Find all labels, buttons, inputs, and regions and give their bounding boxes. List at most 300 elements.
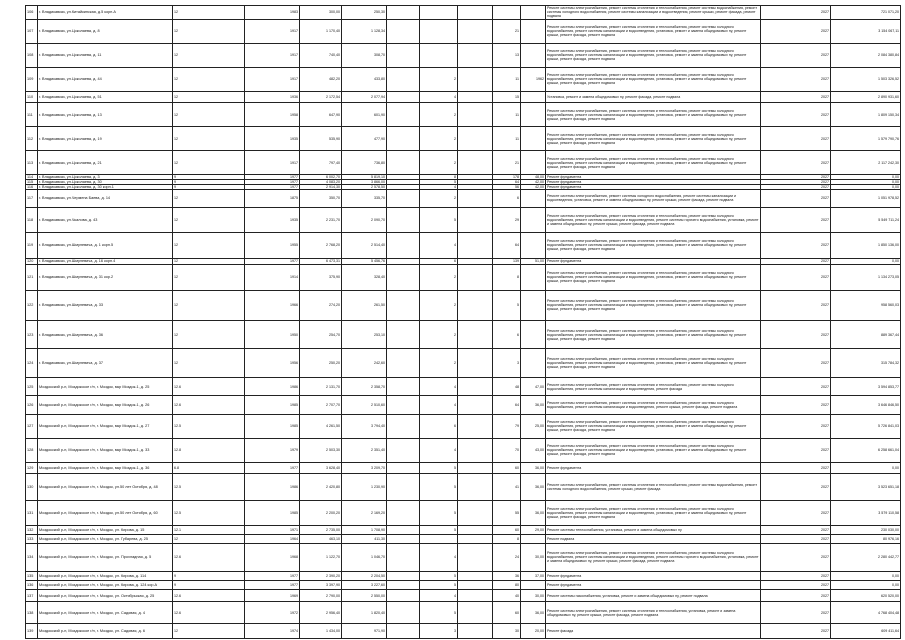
- cell-work-types: Ремонт фундамента: [546, 175, 761, 180]
- cell-work-types: Ремонт системы электроснабжения, ремонт системы отопления и теплоснабжения, ремонт системы холодного водоснабжения, ремонт системы канализации и водоотведения, установка, ремонт и замена общедомовых пу, ремонт крыши, ремонт фасада, ремонт подвала: [546, 103, 761, 127]
- cell-col-9: [458, 127, 493, 151]
- cell-col-9: [458, 462, 493, 473]
- cell-cost: 0,00: [831, 462, 901, 473]
- cell-residents: 60: [493, 525, 521, 534]
- cell-year: 1936: [245, 91, 300, 102]
- cell-cost: 1 134 273,05: [831, 264, 901, 290]
- cell-wear: 43,00: [521, 438, 546, 462]
- cell-area-total: 375,90: [300, 264, 342, 290]
- cell-entrances: 4: [420, 232, 458, 258]
- cell-col-9: [458, 320, 493, 349]
- cell-col-7: [387, 43, 420, 67]
- cell-plan-year: 2027: [761, 589, 831, 602]
- cell-year: 1958: [245, 103, 300, 127]
- cell-material: 9: [173, 571, 245, 580]
- cell-wear: 30,00: [521, 544, 546, 571]
- cell-plan-year: 2027: [761, 525, 831, 534]
- cell-area-total: 6 473,31: [300, 259, 342, 265]
- table-row: [26, 544, 901, 571]
- cell-year: 1983: [245, 6, 300, 20]
- cell-work-types: Ремонт системы электроснабжения, ремонт системы отопления и теплоснабжения, ремонт системы водоснабжения, ремонт системы холодного водоснабжения, ремонт системы канализации и водоотведения, ремонт крыши, ремонт фасада, ремонт подвала: [546, 6, 761, 20]
- cell-work-types: Ремонт системы электроснабжения, ремонт системы отопления и теплоснабжения, ремонт системы холодного водоснабжения, ремонт системы канализации и водоотведения, установка, ремонт и замена общедомовых пу, ремонт крыши, ремонт фасада, ремонт подвала: [546, 291, 761, 321]
- cell-col-9: [458, 474, 493, 500]
- cell-address: г. Владикавказ, ул.Чкалова, д. 43: [38, 207, 173, 232]
- cell-material: 12.6: [173, 589, 245, 602]
- cell-year: 1966: [245, 291, 300, 321]
- cell-area-total: 2 200,20: [300, 500, 342, 525]
- cell-residents: 36: [493, 571, 521, 580]
- cell-col-7: [387, 544, 420, 571]
- cell-cost: 2 084 380,84: [831, 43, 901, 67]
- cell-area-total: 463,10: [300, 534, 342, 543]
- cell-work-types: Ремонт системы электроснабжения, ремонт системы отопления и теплоснабжения, ремонт системы холодного водоснабжения, ремонт системы канализации и водоотведения, установка, ремонт и замена общедомовых пу, ремонт крыши, ремонт фасада, ремонт подвала: [546, 67, 761, 91]
- cell-year: 1917: [245, 43, 300, 67]
- cell-entrances: 5: [420, 500, 458, 525]
- cell-address: г. Владикавказ, ул.Цоколаева, д. 30: [38, 180, 173, 185]
- cell-col-7: [387, 6, 420, 20]
- cell-entrances: 2: [420, 103, 458, 127]
- cell-wear: 36,00: [521, 396, 546, 414]
- cell-year: 1972: [245, 602, 300, 624]
- cell-number: 135: [26, 571, 38, 580]
- table-row: [26, 43, 901, 67]
- cell-plan-year: 2027: [761, 349, 831, 378]
- cell-plan-year: 2027: [761, 580, 831, 589]
- cell-plan-year: 2027: [761, 462, 831, 473]
- cell-col-7: [387, 207, 420, 232]
- cell-address: Моздокский р-н, Моздокское г/п, г. Моздок, ул. Кирова, д. 15: [38, 525, 173, 534]
- cell-material: 12: [173, 320, 245, 349]
- cell-material: 9: [173, 175, 245, 180]
- cell-number: 128: [26, 438, 38, 462]
- cell-work-types: Ремонт фундамента: [546, 462, 761, 473]
- cell-wear: 25,00: [521, 414, 546, 438]
- cell-work-types: Ремонт подвала: [546, 534, 761, 543]
- cell-col-9: [458, 19, 493, 43]
- cell-work-types: Ремонт системы газоснабжения, установка, ремонт и замена общедомовых пу, ремонт подвала: [546, 589, 761, 602]
- cell-cost: 3 523 651,18: [831, 474, 901, 500]
- cell-entrances: 5: [420, 571, 458, 580]
- register-table-page: [25, 5, 900, 639]
- cell-number: 109: [26, 67, 38, 91]
- cell-area-total: 2 956,40: [300, 602, 342, 624]
- cell-plan-year: 2027: [761, 232, 831, 258]
- cell-year: 1955: [245, 232, 300, 258]
- cell-year: 1977: [245, 259, 300, 265]
- cell-wear: 42,00: [521, 185, 546, 190]
- cell-col-9: [458, 414, 493, 438]
- cell-col-9: [458, 43, 493, 67]
- cell-material: 12: [173, 291, 245, 321]
- table-row: [26, 320, 901, 349]
- cell-cost: 3 646 846,50: [831, 396, 901, 414]
- cell-residents: [493, 6, 521, 20]
- cell-address: г. Владикавказ, ул.Китайкинская, д.5 корп.А: [38, 6, 173, 20]
- cell-wear: [521, 91, 546, 102]
- cell-work-types: Ремонт системы электроснабжения, ремонт системы отопления и теплоснабжения, ремонт системы холодного водоснабжения, ремонт системы канализации и водоотведения, установка, ремонт и замена общедомовых пу, ремонт крыши, ремонт фасада, ремонт подвала: [546, 127, 761, 151]
- cell-entrances: [420, 6, 458, 20]
- cell-cost: 3 579 110,58: [831, 500, 901, 525]
- cell-col-7: [387, 571, 420, 580]
- cell-material: 12: [173, 43, 245, 67]
- cell-address: г. Владикавказ, ул.Шмулевича, д. 33: [38, 291, 173, 321]
- cell-number: 117: [26, 190, 38, 207]
- cell-wear: 42,00: [521, 180, 546, 185]
- cell-plan-year: 2027: [761, 207, 831, 232]
- cell-area-living: 328,40: [342, 264, 387, 290]
- cell-plan-year: 2027: [761, 474, 831, 500]
- cell-number: 124: [26, 349, 38, 378]
- cell-area-living: 2 550,00: [342, 589, 387, 602]
- cell-wear: [521, 291, 546, 321]
- cell-number: 120: [26, 259, 38, 265]
- cell-work-types: Ремонт системы теплоснабжения, установка, ремонт и замена общедомовых пу: [546, 525, 761, 534]
- cell-work-types: Ремонт системы электроснабжения, ремонт системы отопления и теплоснабжения, ремонт системы холодного водоснабжения, ремонт системы канализации и водоотведения, установка, ремонт и замена общедомовых пу, ремонт крыши, ремонт фасада, ремонт подвала: [546, 232, 761, 258]
- cell-year: 1977: [245, 571, 300, 580]
- cell-entrances: [420, 19, 458, 43]
- cell-col-9: [458, 602, 493, 624]
- cell-number: 136: [26, 580, 38, 589]
- cell-number: 125: [26, 378, 38, 396]
- cell-col-7: [387, 151, 420, 175]
- cell-number: 112: [26, 127, 38, 151]
- cell-plan-year: 2027: [761, 378, 831, 396]
- capital-repair-register-table: [25, 5, 901, 639]
- cell-work-types: Ремонт системы электроснабжения, ремонт системы отопления и теплоснабжения, ремонт системы холодного водоснабжения, ремонт системы канализации и водоотведения, установка, ремонт и замена общедомовых пу, ремонт крыши, ремонт фасада, ремонт подвала: [546, 43, 761, 67]
- cell-year: 1985: [245, 414, 300, 438]
- cell-col-9: [458, 571, 493, 580]
- cell-cost: 3 594 853,77: [831, 378, 901, 396]
- cell-area-total: 300,00: [300, 6, 342, 20]
- cell-wear: 36,00: [521, 500, 546, 525]
- cell-material: 12: [173, 151, 245, 175]
- cell-year: 1974: [245, 624, 300, 639]
- cell-area-total: 254,70: [300, 320, 342, 349]
- cell-number: 110: [26, 91, 38, 102]
- cell-entrances: 2: [420, 190, 458, 207]
- cell-area-living: 5 819,10: [342, 175, 387, 180]
- cell-work-types: Ремонт системы электроснабжения, ремонт системы отопления и теплоснабжения, ремонт системы холодного водоснабжения, ремонт системы канализации и водоотведения, установка, ремонт и замена общедомовых пу, ремонт крыши, ремонт фасада, ремонт подвала: [546, 349, 761, 378]
- cell-residents: 11: [493, 67, 521, 91]
- cell-address: г. Владикавказ, ул.Шмулевича, д. 31 кор.2: [38, 264, 173, 290]
- cell-address: Моздокский р-н, Моздокское г/п, г. Моздок, мкр Моздок-1, д. 27: [38, 414, 173, 438]
- cell-material: 9: [173, 580, 245, 589]
- cell-cost: 230 030,00: [831, 525, 901, 534]
- cell-area-total: 2 172,54: [300, 91, 342, 102]
- cell-col-7: [387, 474, 420, 500]
- table-row: [26, 378, 901, 396]
- cell-number: 138: [26, 602, 38, 624]
- cell-plan-year: 2027: [761, 414, 831, 438]
- cell-col-7: [387, 414, 420, 438]
- cell-work-types: Ремонт системы электроснабжения, ремонт системы холодного водоснабжения, ремонт системы канализации и водоотведения, установка, ремонт и замена общедомовых пу, ремонт крыши, ремонт фасада, ремонт подвала: [546, 190, 761, 207]
- cell-entrances: 5: [420, 180, 458, 185]
- cell-plan-year: 2027: [761, 127, 831, 151]
- cell-area-total: 535,90: [300, 127, 342, 151]
- cell-plan-year: 2027: [761, 624, 831, 639]
- cell-plan-year: 2027: [761, 571, 831, 580]
- cell-year: 1977: [245, 180, 300, 185]
- table-row: [26, 624, 901, 639]
- cell-plan-year: 2027: [761, 259, 831, 265]
- cell-year: 1956: [245, 349, 300, 378]
- cell-col-7: [387, 500, 420, 525]
- cell-col-9: [458, 378, 493, 396]
- cell-number: 106: [26, 6, 38, 20]
- cell-col-7: [387, 525, 420, 534]
- cell-address: Моздокский р-н, Моздокское г/п, г. Моздок, ул. Садовая, д. 4: [38, 602, 173, 624]
- cell-col-9: [458, 151, 493, 175]
- cell-col-7: [387, 103, 420, 127]
- cell-number: 116: [26, 185, 38, 190]
- cell-address: г. Владикавказ, ул.Цоколаева, д. 11: [38, 43, 173, 67]
- cell-cost: 1 503 326,52: [831, 67, 901, 91]
- cell-number: 130: [26, 474, 38, 500]
- cell-number: 111: [26, 103, 38, 127]
- cell-wear: 1962: [521, 67, 546, 91]
- cell-cost: 3 154 067,11: [831, 19, 901, 43]
- cell-cost: 2 890 931,60: [831, 91, 901, 102]
- cell-col-7: [387, 291, 420, 321]
- cell-entrances: 5: [420, 602, 458, 624]
- cell-area-living: 3 866,00: [342, 180, 387, 185]
- cell-plan-year: 2027: [761, 19, 831, 43]
- cell-year: 1935: [245, 127, 300, 151]
- table-row: [26, 500, 901, 525]
- cell-area-total: 2 707,70: [300, 396, 342, 414]
- cell-wear: [521, 207, 546, 232]
- cell-wear: [521, 127, 546, 151]
- cell-address: г. Владикавказ, ул.Цоколаева, д. 30 корп.1: [38, 185, 173, 190]
- cell-wear: [521, 151, 546, 175]
- cell-wear: 37,00: [521, 571, 546, 580]
- cell-area-living: 1 046,70: [342, 544, 387, 571]
- cell-area-living: 477,90: [342, 127, 387, 151]
- cell-col-7: [387, 580, 420, 589]
- cell-area-living: 2 358,70: [342, 378, 387, 396]
- cell-residents: 6: [493, 320, 521, 349]
- cell-area-total: 2 735,00: [300, 525, 342, 534]
- cell-cost: 2 280 442,77: [831, 544, 901, 571]
- cell-material: 12: [173, 91, 245, 102]
- cell-wear: 30,00: [521, 589, 546, 602]
- cell-area-living: 253,10: [342, 320, 387, 349]
- cell-cost: 620 520,00: [831, 589, 901, 602]
- cell-material: 9: [173, 180, 245, 185]
- cell-material: 12: [173, 264, 245, 290]
- cell-area-living: 1 230,90: [342, 474, 387, 500]
- cell-address: Моздокский р-н, Моздокское г/п, г. Моздок, ул. Губарева, д. 25: [38, 534, 173, 543]
- cell-residents: 3: [493, 349, 521, 378]
- table-row: [26, 190, 901, 207]
- cell-number: 132: [26, 525, 38, 534]
- cell-number: 131: [26, 500, 38, 525]
- cell-wear: [521, 43, 546, 67]
- cell-cost: 1 809 150,34: [831, 103, 901, 127]
- cell-address: Моздокский р-н, Моздокское г/п, г. Моздок, ул. Прохладная, д. 5: [38, 544, 173, 571]
- cell-col-7: [387, 602, 420, 624]
- cell-work-types: Ремонт системы электроснабжения, ремонт системы отопления и теплоснабжения, ремонт системы холодного водоснабжения, ремонт системы канализации и водоотведения, установка, ремонт и замена общедомовых пу, ремонт крыши, ремонт фасада, ремонт подвала: [546, 414, 761, 438]
- cell-address: Моздокский р-н, Моздокское г/п, г. Моздок, ул.50 лет Октября, д. 60: [38, 500, 173, 525]
- cell-number: 119: [26, 232, 38, 258]
- cell-area-living: 308,70: [342, 43, 387, 67]
- cell-year: 1985: [245, 396, 300, 414]
- cell-residents: 21: [493, 151, 521, 175]
- table-row: [26, 462, 901, 473]
- cell-material: 9: [173, 185, 245, 190]
- cell-residents: 70: [493, 438, 521, 462]
- cell-cost: 1 579 790,76: [831, 127, 901, 151]
- cell-wear: 48,00: [521, 175, 546, 180]
- cell-col-7: [387, 91, 420, 102]
- cell-col-9: [458, 624, 493, 639]
- cell-number: 126: [26, 396, 38, 414]
- cell-area-total: 1 122,70: [300, 544, 342, 571]
- cell-area-total: 3 628,40: [300, 462, 342, 473]
- cell-number: 133: [26, 534, 38, 543]
- cell-residents: 5: [493, 291, 521, 321]
- cell-year: 1986: [245, 378, 300, 396]
- cell-plan-year: 2027: [761, 151, 831, 175]
- cell-work-types: Установка, ремонт и замена общедомовых пу, ремонт фасада, ремонт подвала: [546, 91, 761, 102]
- cell-year: 1977: [245, 462, 300, 473]
- cell-year: 1917: [245, 151, 300, 175]
- cell-area-living: 3 227,60: [342, 580, 387, 589]
- cell-address: Моздокский р-н, Моздокское г/п, г. Моздок, ул. Садовая, д. 6: [38, 624, 173, 639]
- cell-plan-year: 2027: [761, 190, 831, 207]
- cell-material: 6.8: [173, 462, 245, 473]
- cell-area-total: 2 768,20: [300, 232, 342, 258]
- cell-plan-year: 2027: [761, 103, 831, 127]
- cell-work-types: Ремонт системы электроснабжения, ремонт системы отопления и теплоснабжения, ремонт системы холодного водоснабжения, ремонт системы канализации и водоотведения, ремонт системы горячего водоснабжения, установка, ремонт и замена общедомовых пу, ремонт крыши, ремонт фасада, ремонт подвала: [546, 207, 761, 232]
- cell-area-living: 2 204,50: [342, 571, 387, 580]
- table-body: [26, 6, 901, 639]
- cell-year: 1950: [245, 320, 300, 349]
- cell-area-living: 5 456,76: [342, 259, 387, 265]
- cell-col-7: [387, 320, 420, 349]
- cell-col-7: [387, 19, 420, 43]
- cell-material: 12.5: [173, 414, 245, 438]
- cell-residents: 24: [493, 544, 521, 571]
- cell-address: г. Владикавказ, ул.Цоколаева, д. 19: [38, 127, 173, 151]
- cell-material: 12: [173, 127, 245, 151]
- cell-cost: 1 051 978,52: [831, 190, 901, 207]
- cell-cost: 0,00: [831, 175, 901, 180]
- cell-area-total: 4 261,50: [300, 414, 342, 438]
- cell-area-living: 250,30: [342, 6, 387, 20]
- cell-residents: 11: [493, 103, 521, 127]
- cell-number: 108: [26, 43, 38, 67]
- cell-residents: 64: [493, 396, 521, 414]
- cell-year: 1935: [245, 207, 300, 232]
- cell-wear: 20,00: [521, 624, 546, 639]
- cell-cost: 0,00: [831, 571, 901, 580]
- cell-entrances: 6: [420, 259, 458, 265]
- cell-col-7: [387, 462, 420, 473]
- cell-residents: 13: [493, 43, 521, 67]
- table-row: [26, 151, 901, 175]
- cell-wear: 47,00: [521, 378, 546, 396]
- cell-cost: 5 549 711,24: [831, 207, 901, 232]
- cell-cost: 80 976,16: [831, 534, 901, 543]
- cell-area-living: 242,60: [342, 349, 387, 378]
- cell-entrances: 5: [420, 462, 458, 473]
- cell-residents: 8: [493, 534, 521, 543]
- cell-number: 137: [26, 589, 38, 602]
- cell-work-types: Ремонт системы электроснабжения, ремонт системы отопления и теплоснабжения, ремонт системы холодного водоснабжения, ремонт системы канализации и водоотведения, установка, ремонт и замена общедомовых пу, ремонт крыши, ремонт фасада, ремонт подвала: [546, 151, 761, 175]
- cell-residents: 55: [493, 500, 521, 525]
- cell-residents: 79: [493, 414, 521, 438]
- cell-material: 12.8: [173, 438, 245, 462]
- cell-cost: 0,00: [831, 180, 901, 185]
- cell-residents: 30: [493, 624, 521, 639]
- cell-cost: 4 768 404,48: [831, 602, 901, 624]
- cell-year: 1875: [245, 190, 300, 207]
- cell-number: 134: [26, 544, 38, 571]
- cell-plan-year: 2027: [761, 6, 831, 20]
- cell-cost: 315 784,32: [831, 349, 901, 378]
- cell-col-9: [458, 264, 493, 290]
- cell-cost: 721 071,20: [831, 6, 901, 20]
- table-row: [26, 525, 901, 534]
- cell-work-types: Ремонт фундамента: [546, 180, 761, 185]
- table-row: [26, 474, 901, 500]
- cell-area-total: 6 002,70: [300, 175, 342, 180]
- cell-work-types: Ремонт системы электроснабжения, ремонт системы отопления и теплоснабжения, ремонт системы холодного водоснабжения, ремонт системы канализации и водоотведения, установка, ремонт и замена общедомовых пу, ремонт крыши, ремонт фасада, ремонт подвала: [546, 320, 761, 349]
- cell-col-9: [458, 525, 493, 534]
- cell-number: 127: [26, 414, 38, 438]
- table-row: [26, 232, 901, 258]
- cell-col-9: [458, 103, 493, 127]
- cell-address: Моздокский р-н, Моздокское г/п, г. Моздок, ул. Октябрьская, д. 25: [38, 589, 173, 602]
- cell-area-living: 433,80: [342, 67, 387, 91]
- cell-address: г. Владикавказ, ул.Шмулевича, д. 37: [38, 349, 173, 378]
- table-row: [26, 438, 901, 462]
- cell-address: Моздокский р-н, Моздокское г/п, г. Моздок, ул. Кирова, д. 124 кор.А: [38, 580, 173, 589]
- table-row: [26, 91, 901, 102]
- cell-year: 1977: [245, 185, 300, 190]
- cell-wear: [521, 580, 546, 589]
- cell-plan-year: 2027: [761, 175, 831, 180]
- table-row: [26, 534, 901, 543]
- cell-area-living: 1 128,34: [342, 19, 387, 43]
- cell-entrances: 2: [420, 320, 458, 349]
- cell-work-types: Ремонт системы электроснабжения, ремонт системы отопления и теплоснабжения, ремонт системы холодного водоснабжения, ремонт системы канализации и водоотведения, ремонт системы горячего водоснабжения, установка, ремонт и замена общедомовых пу, ремонт крыши, ремонт фасада, ремонт подвала: [546, 544, 761, 571]
- cell-entrances: 4: [420, 378, 458, 396]
- cell-year: 1977: [245, 580, 300, 589]
- cell-col-7: [387, 127, 420, 151]
- cell-col-7: [387, 264, 420, 290]
- cell-entrances: 4: [420, 438, 458, 462]
- cell-col-7: [387, 67, 420, 91]
- cell-plan-year: 2027: [761, 438, 831, 462]
- cell-area-total: 250,20: [300, 349, 342, 378]
- cell-work-types: Ремонт системы электроснабжения, ремонт системы отопления и теплоснабжения, ремонт системы холодного водоснабжения, ремонт системы канализации и водоотведения, установка, ремонт и замена общедомовых пу, ремонт крыши, ремонт фасада, ремонт подвала: [546, 264, 761, 290]
- cell-wear: [521, 190, 546, 207]
- cell-col-7: [387, 624, 420, 639]
- cell-residents: 21: [493, 19, 521, 43]
- cell-col-9: [458, 544, 493, 571]
- cell-col-9: [458, 349, 493, 378]
- cell-area-living: 601,90: [342, 103, 387, 127]
- cell-material: 12: [173, 19, 245, 43]
- cell-plan-year: 2027: [761, 396, 831, 414]
- cell-area-living: 2 578,50: [342, 185, 387, 190]
- cell-address: г. Владикавказ, ул.Цоколаева, д. 44: [38, 67, 173, 91]
- cell-address: г. Владикавказ, ул.Цоколаева, д. 21: [38, 151, 173, 175]
- cell-wear: [521, 232, 546, 258]
- cell-wear: [521, 103, 546, 127]
